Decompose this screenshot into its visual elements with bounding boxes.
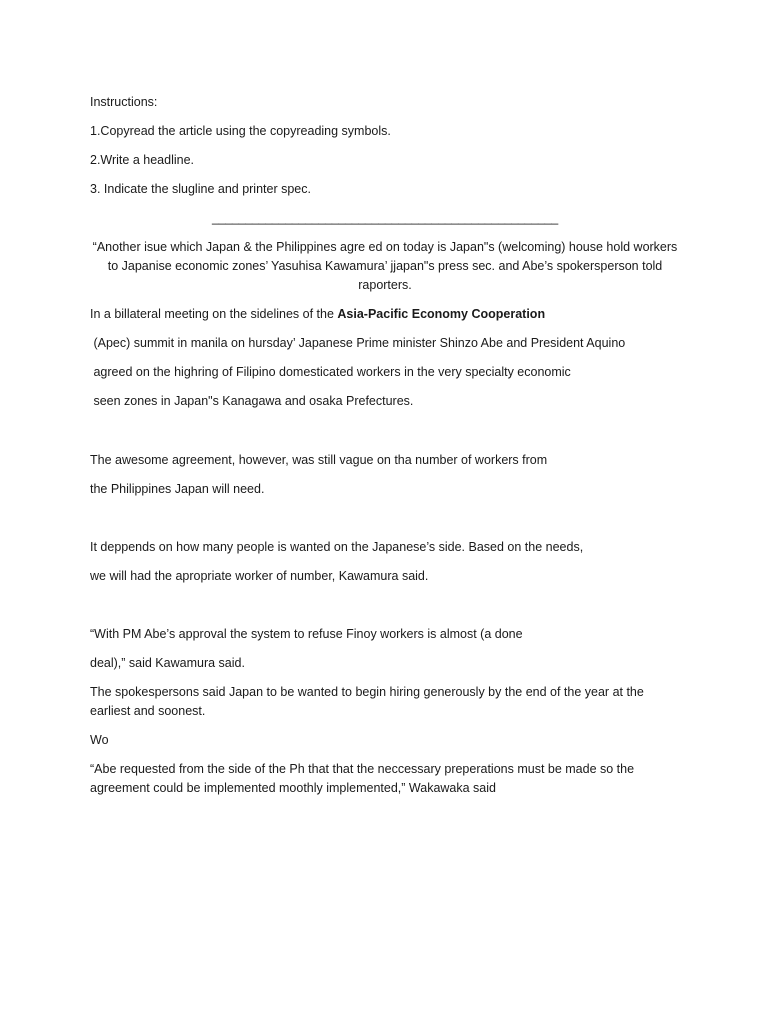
paragraph-1-line-3: agreed on the highring of Filipino domesticated workers in the very specialty economic <box>90 365 571 379</box>
paragraph-7: “Abe requested from the side of the Ph that that the neccessary preperations must be made so the agreement could be implemented moothly implemented,” Wakawaka said <box>90 762 635 795</box>
paragraph-6: Wo <box>90 733 109 747</box>
paragraph-1-line-2: (Apec) summit in manila on hursday’ Japanese Prime minister Shinzo Abe and President Aquino <box>90 336 626 350</box>
paragraph-4-line-2: deal),” said Kawamura said. <box>90 656 245 670</box>
paragraph-5: The spokespersons said Japan to be wanted to begin hiring generously by the end of the year at the earliest and soonest. <box>90 685 644 718</box>
paragraph-1-line-1 <box>90 305 680 324</box>
divider-line: ____________________________________________________ <box>212 211 558 225</box>
paragraph-3-line-1: It deppends on how many people is wanted on the Japanese’s side. Based on the needs, <box>90 540 584 554</box>
paragraph-2-line-1: The awesome agreement, however, was still vague on tha number of workers from <box>90 453 548 467</box>
paragraph-4-line-1: “With PM Abe’s approval the system to refuse Finoy workers is almost (a done <box>90 627 523 641</box>
instruction-item-2: 2.Write a headline. <box>90 153 194 167</box>
lead-quote: “Another isue which Japan & the Philippines agre ed on today is Japan"s (welcoming) house hold workers to Japanise economic zones’ Yasuhisa Kawamura’ jjapan"s press sec. and Abe’s spokersperson told raporters. <box>92 240 678 292</box>
paragraph-1-line-4: seen zones in Japan"s Kanagawa and osaka Prefectures. <box>90 394 414 408</box>
instruction-item-3: 3. Indicate the slugline and printer spec. <box>90 182 311 196</box>
instruction-item-1: 1.Copyread the article using the copyreading symbols. <box>90 124 391 138</box>
organization-name: Asia-Pacific Economy Cooperation <box>337 307 546 321</box>
paragraph-1-text: In a billateral meeting on the sidelines of the <box>90 307 338 321</box>
paragraph-3-line-2: we will had the apropriate worker of number, Kawamura said. <box>90 569 429 583</box>
instructions-heading: Instructions: <box>90 95 158 109</box>
paragraph-2-line-2: the Philippines Japan will need. <box>90 482 265 496</box>
